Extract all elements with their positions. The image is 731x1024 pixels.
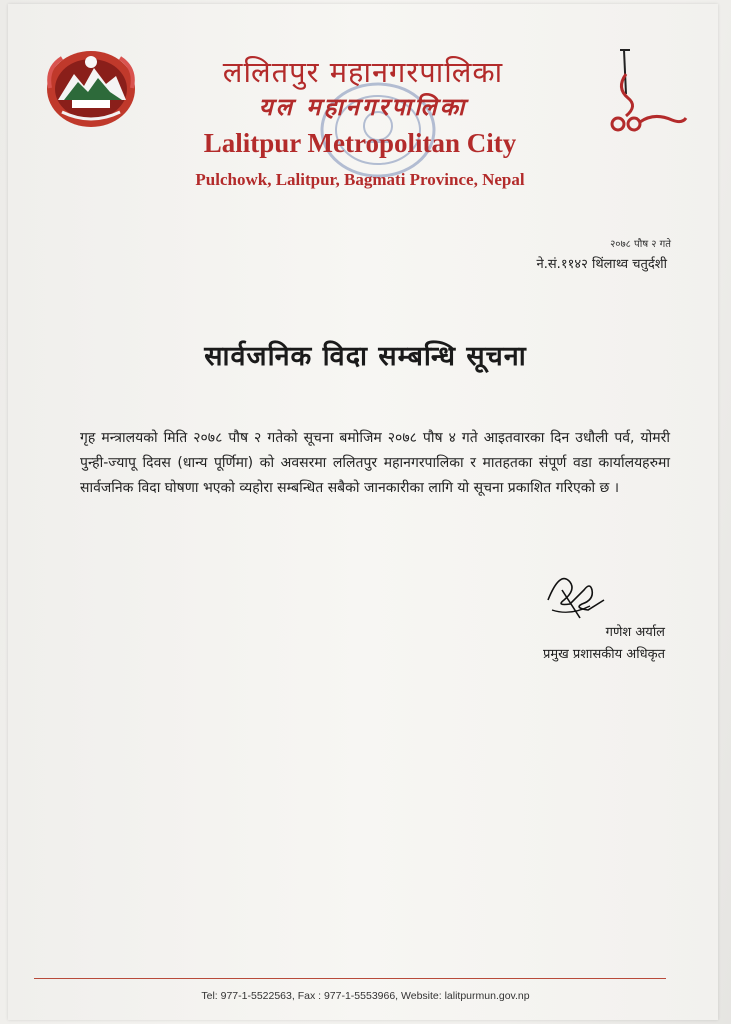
letterhead-address: Pulchowk, Lalitpur, Bagmati Province, Nepal bbox=[195, 170, 525, 189]
signatory-name: गणेश अर्याल bbox=[605, 625, 665, 640]
letterhead-title-nepali: ललितपुर महानगरपालिका bbox=[222, 55, 504, 89]
signatory-title: प्रमुख प्रशासकीय अधिकृत bbox=[542, 647, 665, 662]
notice-heading: सार्वजनिक विदा सम्बन्धि सूचना bbox=[204, 341, 527, 372]
date-nepal-sambat: ने.सं.११४२ थिंलाथ्व चतुर्दशी bbox=[536, 257, 667, 272]
footer-divider bbox=[34, 978, 666, 979]
letterhead-title-newa: यल महानगरपालिका bbox=[258, 92, 468, 121]
footer-contact: Tel: 977-1-5522563, Fax : 977-1-5553966, Website: lalitpurmun.gov.np bbox=[201, 990, 530, 1002]
notice-body: गृह मन्त्रालयको मिति २०७८ पौष २ गतेको सूचना बमोजिम २०७८ पौष ४ गते आइतवारका दिन उधौली पर्व, योमरी पुन्ही-ज्यापू दिवस (धान्य पूर्णिमा) को अवसरमा ललितपुर महानगरपालिका र मातहतका संपूर्ण वडा कार्यालयहरुमा सार्वजनिक विदा घोषणा भएको व्यहोरा सम्बन्धित सबैको जानकारीका लागि यो सूचना प्रकाशित गरिएको छ । bbox=[80, 430, 670, 496]
letterhead-title-english: Lalitpur Metropolitan City bbox=[203, 128, 517, 158]
date-bs: २०७८ पौष २ गते bbox=[610, 239, 671, 250]
red-line-figure-logo-icon bbox=[602, 44, 692, 134]
nepal-emblem-icon bbox=[44, 48, 138, 130]
signature-icon bbox=[540, 560, 610, 626]
